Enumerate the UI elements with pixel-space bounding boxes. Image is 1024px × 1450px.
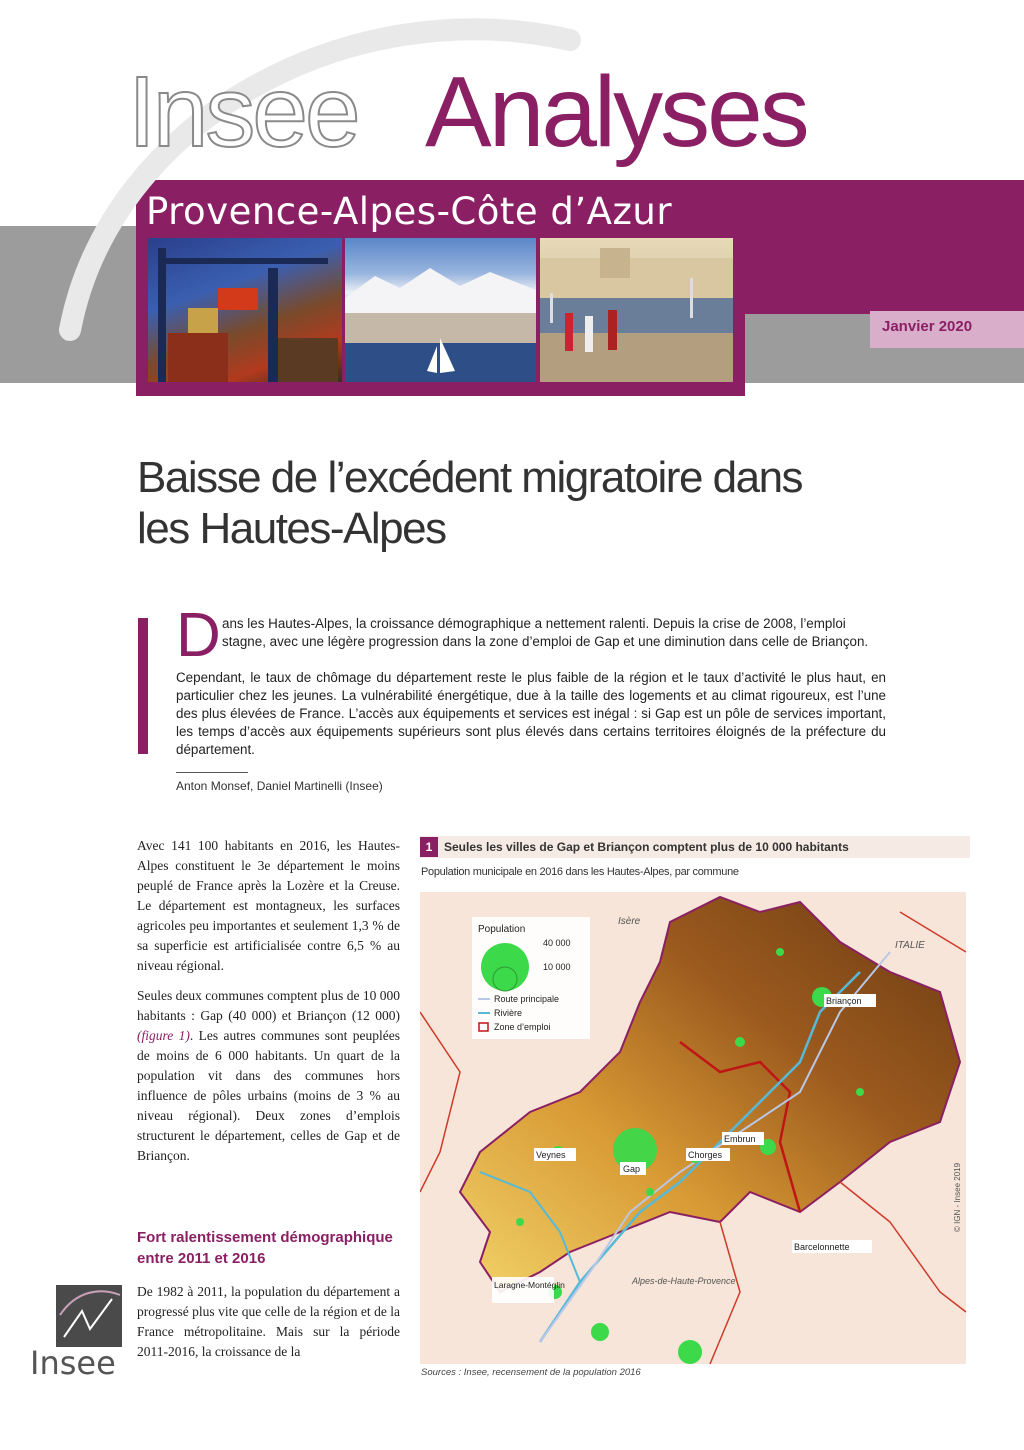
article-title-line2: les Hautes-Alpes <box>137 504 446 553</box>
byline: Anton Monsef, Daniel Martinelli (Insee) <box>176 779 383 793</box>
paragraph-2 <box>137 986 400 1166</box>
section-subheading: Fort ralentissement démographique entre 2011 et 2016 <box>137 1229 393 1267</box>
intro-text-first: ans les Hautes-Alpes, la croissance démographique a nettement ralenti. Depuis la crise de 2008, l’emploi stagne, avec une légère progression dans la zone d’emploi de Gap et une diminution dans celle de Briançon. <box>222 616 869 649</box>
body-column-top <box>137 836 400 1176</box>
commune-circle-small <box>856 1088 864 1096</box>
figure-title: Seules les villes de Gap et Briançon comptent plus de 10 000 habitants <box>444 840 849 854</box>
photo-mountains-sailboat <box>345 238 536 382</box>
photo-harbor-walkers <box>540 238 733 382</box>
commune-circle-small <box>678 1340 702 1364</box>
label-embrun: Embrun <box>724 1134 756 1144</box>
commune-circle-small <box>516 1218 524 1226</box>
issue-date: Janvier 2020 <box>882 318 973 335</box>
label-isere: Isère <box>618 916 641 927</box>
label-chorges: Chorges <box>688 1150 723 1160</box>
legend-road-label: Route principale <box>494 994 560 1004</box>
insee-logo-mark <box>56 1285 122 1347</box>
figure-number: 1 <box>420 837 438 857</box>
label-laragne: Laragne-Montéglin <box>494 1280 565 1290</box>
body-column-bottom <box>137 1282 400 1372</box>
commune-circle-small <box>735 1037 745 1047</box>
paragraph-2-text-a: Seules deux communes comptent plus de 10 000 habitants : Gap (40 000) et Briançon (12 000) <box>137 988 400 1023</box>
label-ahp: Alpes-de-Haute-Provence <box>632 1276 736 1286</box>
population-map <box>420 892 966 1364</box>
figure-source: Sources : Insee, recensement de la population 2016 <box>421 1367 641 1378</box>
intro-dropcap: D <box>176 601 221 670</box>
brand-insee: Insee <box>128 56 358 168</box>
label-italie: ITALIE <box>895 940 925 951</box>
intro-text-rest: Cependant, le taux de chômage du département reste le plus faible de la région et le taux d’activité le plus haut, en particulier chez les jeunes. La vulnérabilité énergétique, due à la taille des logements et au climat rigoureux, est l’une des plus élevées de France. L’accès aux équipements et services est inégal : si Gap est un pôle de services important, les temps d’accès aux équipements supérieurs sont plus élevés dans certains territoires éloignés de la préfecture du département. <box>176 670 886 757</box>
paragraph-1: Avec 141 100 habitants en 2016, les Hautes-Alpes constituent le 3e département le moins peuplé de France après la Lozère et la Creuse. Le département est montagneux, les surfaces agricoles peu importantes et seulement 1,3 % de sa superficie est artificialisée contre 6,5 % au niveau régional. <box>137 838 400 973</box>
byline-rule <box>176 772 248 773</box>
legend-title: Population <box>478 924 526 935</box>
label-gap: Gap <box>623 1164 641 1174</box>
region-title: Provence-Alpes-Côte d’Azur <box>146 190 673 233</box>
paragraph-3: De 1982 à 2011, la population du département a progressé plus vite que celle de la région et de la France métropolitaine. Mais sur la période 2011-2016, la croissance de la <box>137 1284 400 1359</box>
label-briancon: Briançon <box>826 996 862 1006</box>
legend-zone-label: Zone d’emploi <box>494 1022 551 1032</box>
legend-small-value: 10 000 <box>543 962 571 972</box>
figure-subtitle: Population municipale en 2016 dans les Hautes-Alpes, par commune <box>421 866 739 878</box>
issue-number: N° 81 <box>880 276 948 306</box>
photo-port-cranes <box>148 238 342 382</box>
paragraph-2-text-b: . Les autres communes sont peuplées de moins de 6 000 habitants. Un quart de la population vit dans des communes hors influence de pôles urbains (moins de 3 % au niveau régional). Deux zones d’emplois structurent le département, celles de Gap et de Briançon. <box>137 1028 400 1163</box>
article-title-line1: Baisse de l’excédent migratoire dans <box>137 453 803 502</box>
legend-big-value: 40 000 <box>543 938 571 948</box>
legend-river-label: Rivière <box>494 1008 523 1018</box>
label-barcelonnette: Barcelonnette <box>794 1242 850 1252</box>
figure-1-link[interactable]: (figure 1) <box>137 1028 190 1043</box>
commune-circle-small <box>646 1188 654 1196</box>
brand-analyses: Analyses <box>425 56 807 168</box>
intro-accent-bar <box>138 618 148 754</box>
commune-circle-small <box>776 948 784 956</box>
label-veynes: Veynes <box>536 1150 566 1160</box>
article-title <box>137 452 837 554</box>
commune-circle-small <box>591 1323 609 1341</box>
map-copyright: © IGN - Insee 2019 <box>953 1162 962 1232</box>
insee-logo-text: Insee <box>30 1344 116 1382</box>
